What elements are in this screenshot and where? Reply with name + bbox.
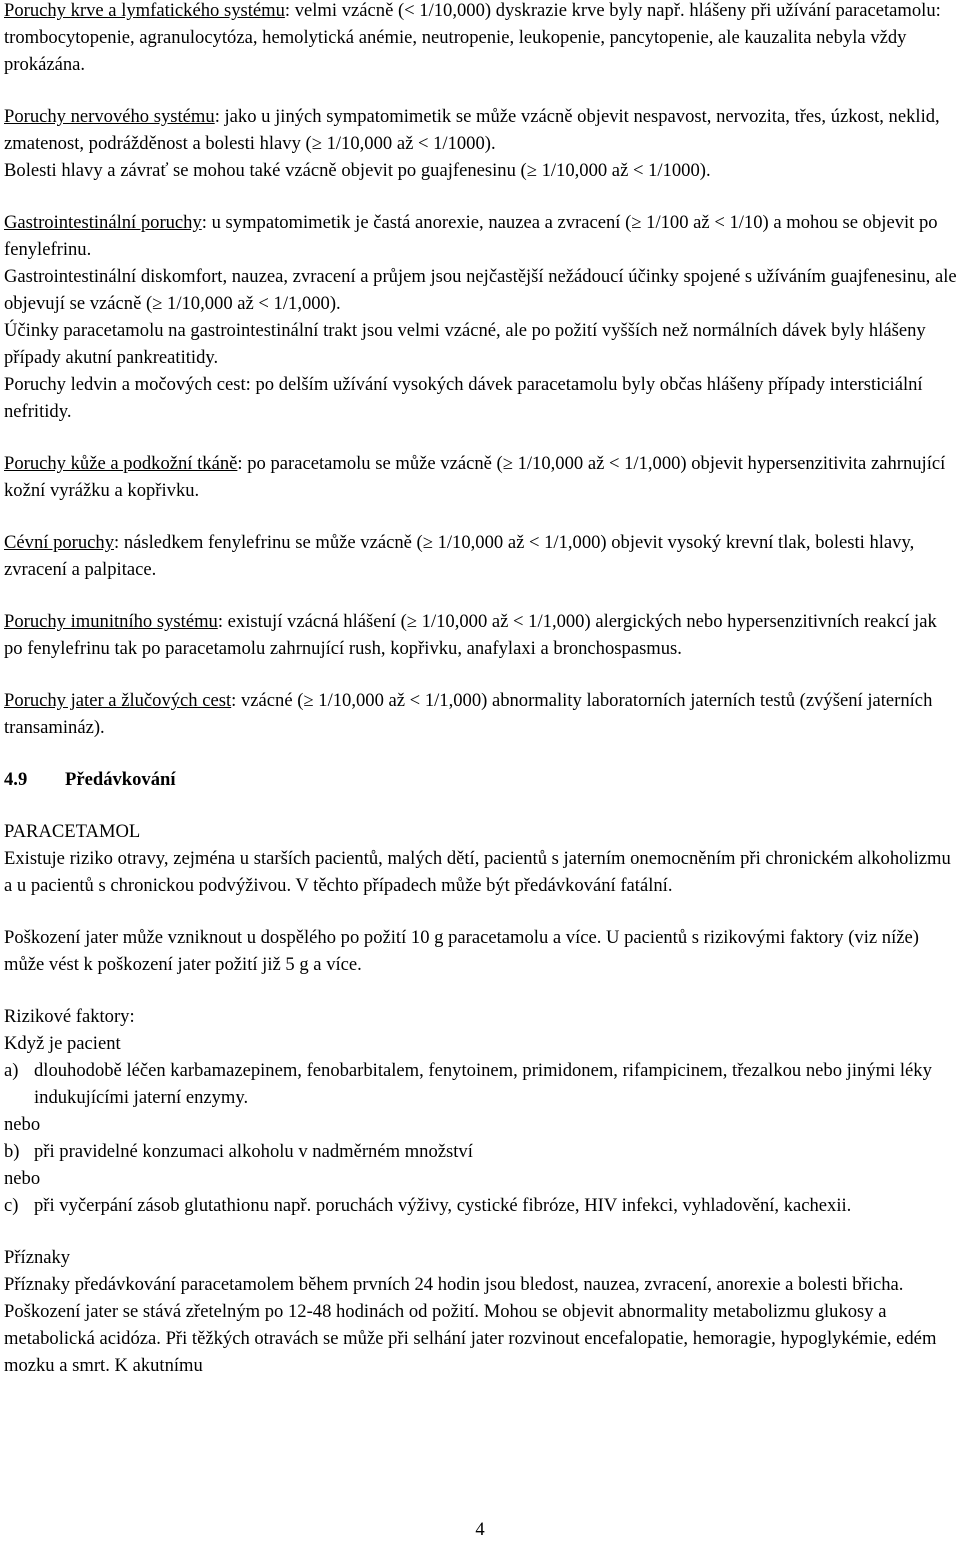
section-text-vascular: : následkem fenylefrinu se může vzácně (≥ 1/10,000 až < 1/1,000) objevit vysoký krevní tlak, bolesti hlavy, zvracení a palpitace. (4, 532, 915, 580)
list-item-text: dlouhodobě léčen karbamazepinem, fenobarbitalem, fenytoinem, primidonem, rifampicinem, třezalkou nebo jinými léky indukujícími jaterní enzymy. (34, 1060, 932, 1108)
paragraph-blood (4, 0, 958, 78)
section-text-liver: : vzácné (≥ 1/10,000 až < 1/1,000) abnormality laboratorních jaterních testů (zvýšení jaterních transamináz). (4, 690, 933, 738)
section-text-nervous: : jako u jiných sympatomimetik se může vzácně objevit nespavost, nervozita, třes, úzkost, neklid, zmatenost, podrážděnost a bolesti hlavy (≥ 1/10,000 až < 1/1000). (4, 106, 940, 154)
paragraph-nervous-2: Bolesti hlavy a závrať se mohou také vzácně objevit po guajfenesinu (≥ 1/10,000 až < 1/1000). (4, 160, 711, 181)
section-heading-overdose (4, 766, 958, 793)
paragraph-immune (4, 608, 958, 662)
section-title-blood: Poruchy krve a lymfatického systému (4, 0, 285, 21)
paragraph-gi-2: Gastrointestinální diskomfort, nauzea, zvracení a průjem jsou nejčastější nežádoucí účinky spojené s užíváním guajfenesinu, ale objevují se vzácně (≥ 1/10,000 až < 1/1,000). (4, 266, 957, 314)
paragraph-skin (4, 450, 958, 504)
section-title-liver: Poruchy jater a žlučových cest (4, 690, 232, 711)
document-page (4, 0, 958, 1379)
paragraph-nervous (4, 103, 958, 157)
section-heading-title: Předávkování (65, 769, 176, 790)
paragraph-symptoms: Příznaky předávkování paracetamolem během prvních 24 hodin jsou bledost, nauzea, zvracení, anorexie a bolesti břicha. Poškození jater se stává zřetelným po 12-48 hodinách od požití. Mohou se objevit abnormality metabolizmu glukosy a metabolická acidóza. Při těžkých otravách se může při selhání jater rozvinout encefalopatie, hemoragie, hypoglykémie, edém mozku a smrt. K akutnímu (4, 1274, 937, 1376)
list-item (4, 1192, 958, 1219)
paragraph-vascular (4, 529, 958, 583)
paragraph-kidney: Poruchy ledvin a močových cest: po delším užívání vysokých dávek paracetamolu byly občas hlášeny případy intersticiální nefritidy. (4, 374, 923, 422)
section-text-immune: : existují vzácná hlášení (≥ 1/10,000 až < 1/1,000) alergických nebo hypersenzitivních reakcí jak po fenylefrinu tak po paracetamolu zahrnující rush, kopřivku, anafylaxi a bronchospasmus. (4, 611, 937, 659)
section-title-immune: Poruchy imunitního systému (4, 611, 218, 632)
list-item-label: c) (4, 1195, 19, 1216)
list-item-label: a) (4, 1060, 19, 1081)
section-text-blood: : velmi vzácně (< 1/10,000) dyskrazie krve byly např. hlášeny při užívání paracetamolu: trombocytopenie, agranulocytóza, hemolytická anémie, neutropenie, leukopenie, pancytopenie, ale kauzalita nebyla vždy prokázána. (4, 0, 941, 75)
section-title-vascular: Cévní poruchy (4, 532, 114, 553)
risk-factors-intro: Když je pacient (4, 1033, 121, 1054)
paragraph-gi (4, 209, 958, 263)
list-item-text: při vyčerpání zásob glutathionu např. poruchách výživy, cystické fibróze, HIV infekci, vyhladovění, kachexii. (34, 1195, 852, 1216)
page-number: 4 (475, 1519, 485, 1540)
section-number: 4.9 (4, 769, 28, 790)
paragraph-overdose-2: Poškození jater může vzniknout u dospělého po požití 10 g paracetamolu a více. U pacientů s rizikovými faktory (viz níže) může vést k poškození jater požití již 5 g a více. (4, 927, 919, 975)
list-item (4, 1138, 958, 1165)
section-text-gi: : u sympatomimetik je častá anorexie, nauzea a zvracení (≥ 1/100 až < 1/10) a mohou se objevit po fenylefrinu. (4, 212, 938, 260)
paragraph-liver (4, 687, 958, 741)
list-item-text: při pravidelné konzumaci alkoholu v nadměrném množství (34, 1141, 473, 1162)
symptoms-title: Příznaky (4, 1247, 71, 1268)
list-item-label: b) (4, 1141, 20, 1162)
subtitle-paracetamol: PARACETAMOL (4, 821, 141, 842)
list-item (4, 1057, 958, 1111)
paragraph-overdose-1: Existuje riziko otravy, zejména u starších pacientů, malých dětí, pacientů s jaterním onemocněním při chronickém alkoholizmu a u pacientů s chronickou podvýživou. V těchto případech může být předávkování fatální. (4, 848, 951, 896)
paragraph-gi-3: Účinky paracetamolu na gastrointestinální trakt jsou velmi vzácné, ale po požití vyšších než normálních dávek byly hlášeny případy akutní pankreatitidy. (4, 320, 926, 368)
risk-factors-title: Rizikové faktory: (4, 1006, 135, 1027)
section-title-skin: Poruchy kůže a podkožní tkáně (4, 453, 238, 474)
or-text: nebo (4, 1168, 41, 1189)
or-text: nebo (4, 1114, 41, 1135)
section-title-gi: Gastrointestinální poruchy (4, 212, 202, 233)
section-text-skin: : po paracetamolu se může vzácně (≥ 1/10,000 až < 1/1,000) objevit hypersenzitivita zahrnující kožní vyrážku a kopřivku. (4, 453, 946, 501)
section-title-nervous: Poruchy nervového systému (4, 106, 215, 127)
